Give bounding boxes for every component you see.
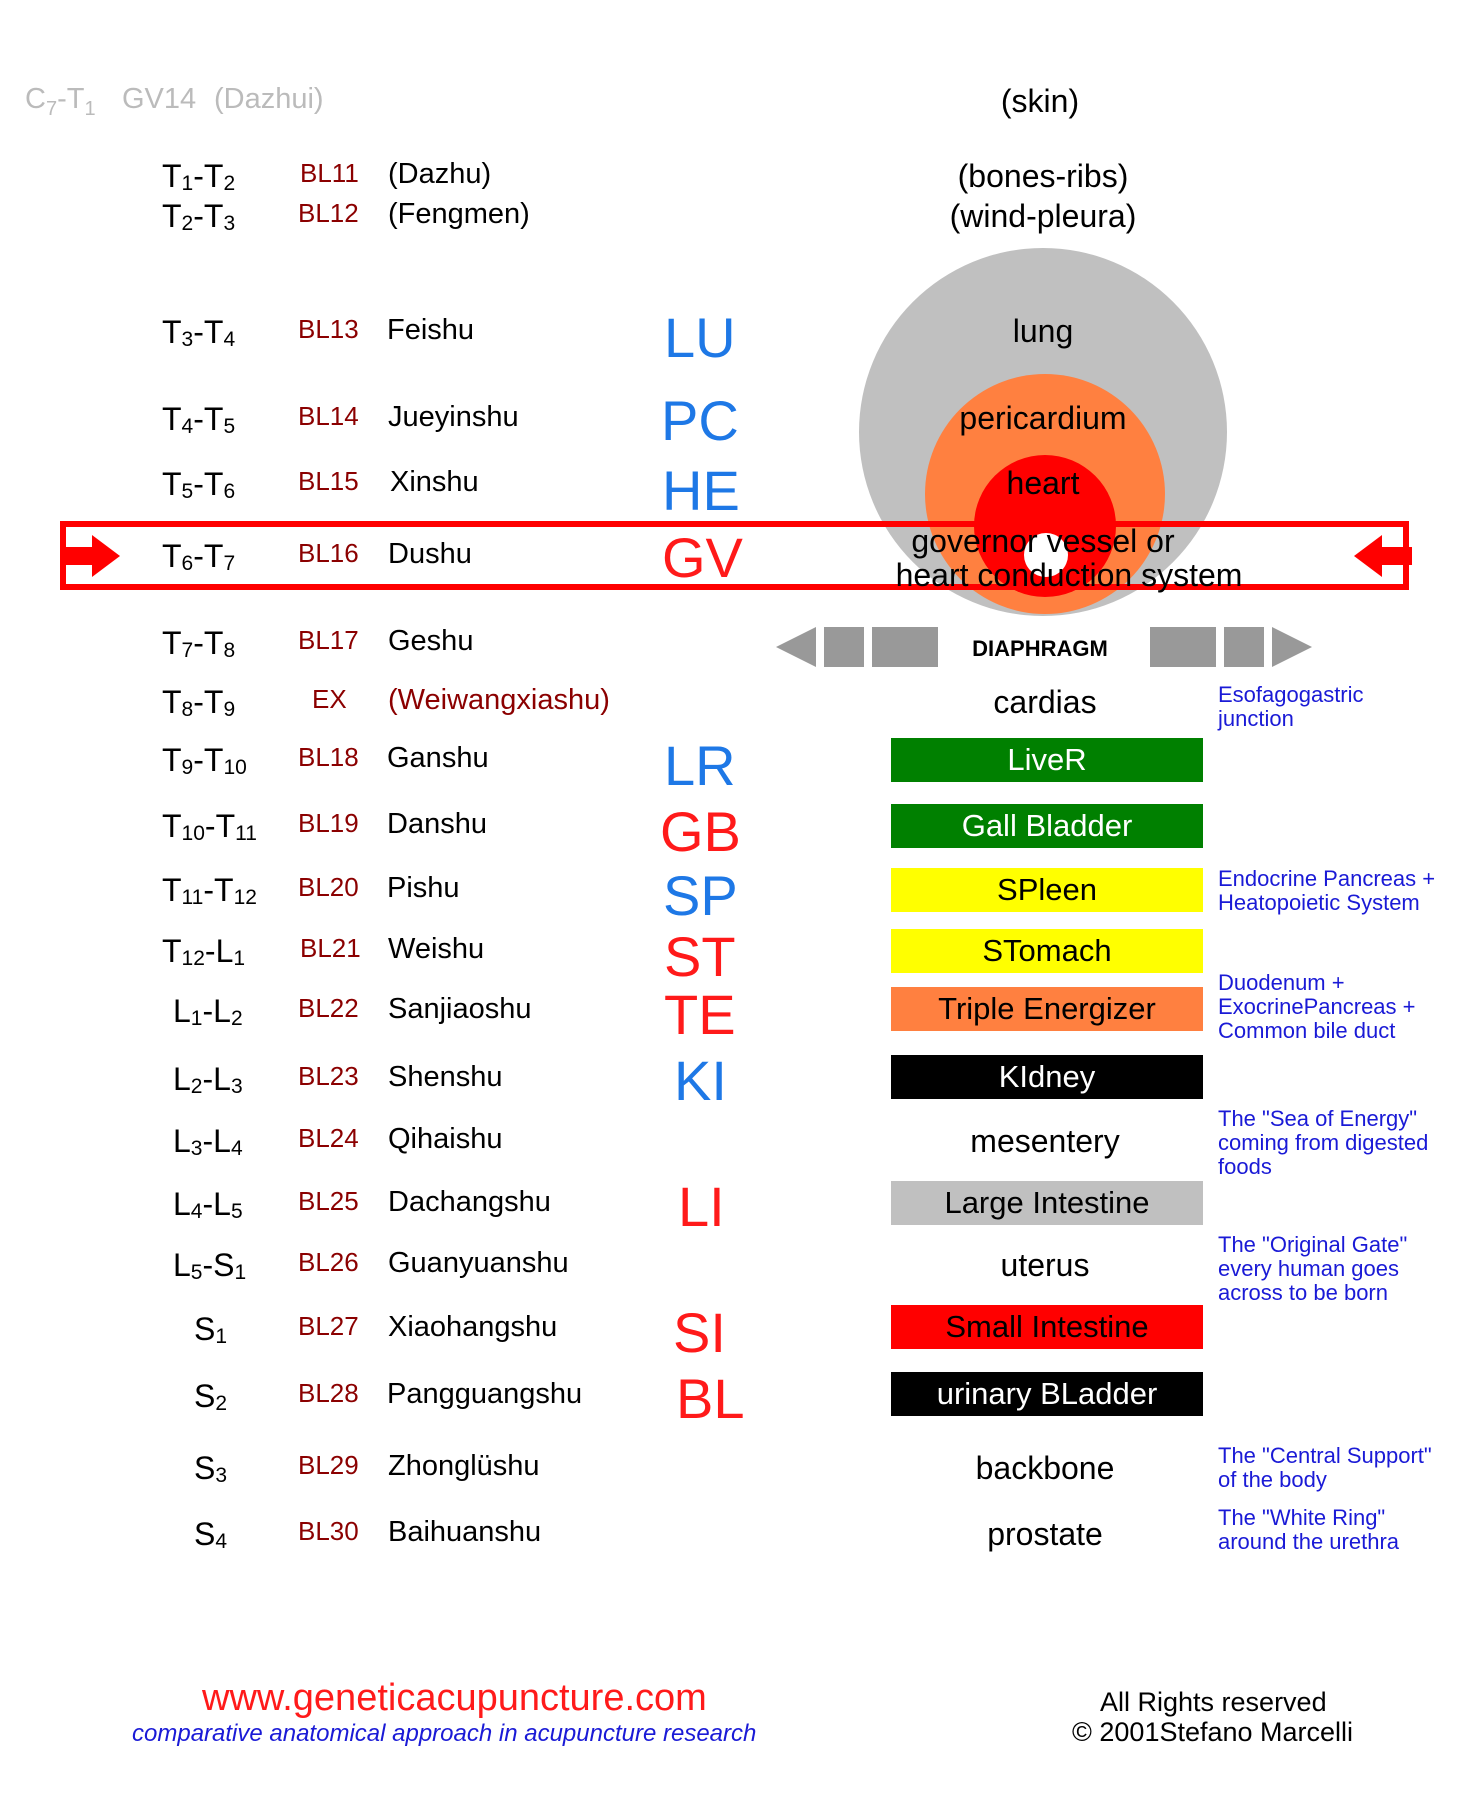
organ-prostate: prostate <box>987 1516 1103 1552</box>
point-code-bl14: BL14 <box>298 401 359 431</box>
point-name-sanjiaoshu: Sanjiaoshu <box>388 993 532 1025</box>
point-name-pishu: Pishu <box>387 872 460 904</box>
meridian-gv: GV <box>662 526 743 589</box>
footer-rights: All Rights reserved <box>1100 1687 1327 1717</box>
point-code-bl28: BL28 <box>298 1378 359 1408</box>
top-point-code: GV14 <box>122 83 197 115</box>
footer-copyright: © 2001Stefano Marcelli <box>1072 1717 1354 1747</box>
vertebra-t10-t11: $T_{10}-T_{11}$ <box>162 808 257 845</box>
vertebra-t2-t3: $T_2-T_3$ <box>162 198 236 235</box>
point-name-fengmen: (Fengmen) <box>388 198 530 230</box>
note-duodenum: Duodenum + ExocrinePancreas + Common bile duct <box>1218 970 1416 1043</box>
point-code-bl12: BL12 <box>298 198 359 228</box>
point-code-bl15: BL15 <box>298 466 359 496</box>
vertebra-l2-l3: $L_2-L_3$ <box>173 1061 243 1098</box>
arrow-left-icon <box>1352 533 1412 579</box>
vertebra-l4-l5: $L_4-L_5$ <box>173 1186 243 1223</box>
meridian-pc: PC <box>661 389 739 452</box>
organ-wind-pleura: (wind-pleura) <box>949 198 1137 234</box>
point-name-qihaishu: Qihaishu <box>388 1123 503 1155</box>
vertebra-t1-t2: $T_1-T_2$ <box>162 158 236 195</box>
vertebra-s4: $S_4$ <box>194 1516 228 1553</box>
vertebra-t4-t5: $T_4-T_5$ <box>162 401 236 438</box>
arrow-right-icon <box>62 533 122 579</box>
organ-bar-large-intestine: Large Intestine <box>891 1181 1203 1225</box>
point-code-bl23: BL23 <box>298 1061 359 1091</box>
point-name-pangguangshu: Pangguangshu <box>387 1378 583 1410</box>
top-point-name: (Dazhui) <box>214 83 324 115</box>
point-code-bl25: BL25 <box>298 1186 359 1216</box>
point-name-baihuanshu: Baihuanshu <box>388 1516 542 1548</box>
point-name-danshu: Danshu <box>387 808 487 840</box>
point-name-guanyuanshu: Guanyuanshu <box>388 1247 569 1279</box>
point-code-bl26: BL26 <box>298 1247 359 1277</box>
point-name-zhonglushu: Zhonglüshu <box>388 1450 540 1482</box>
vertebra-s2: $S_2$ <box>194 1378 228 1415</box>
organ-uterus: uterus <box>1000 1247 1090 1283</box>
organ-heart-conduction: heart conduction system <box>895 557 1243 593</box>
vertebra-s1: $S_1$ <box>194 1311 228 1348</box>
meridian-gb: GB <box>660 800 741 863</box>
note-esofagogastric: Esofagogastric junction <box>1218 682 1364 731</box>
point-code-bl30: BL30 <box>298 1516 359 1546</box>
vertebra-t9-t10: $T_9-T_{10}$ <box>162 742 247 779</box>
footer-tagline: comparative anatomical approach in acupuncture research <box>132 1720 757 1747</box>
footer-url-link[interactable]: www.geneticacupuncture.com <box>202 1677 707 1719</box>
top-vertebra-label: $C_7-T_1$ <box>25 83 96 120</box>
meridian-te: TE <box>664 983 736 1046</box>
meridian-sp: SP <box>663 864 738 927</box>
point-name-geshu: Geshu <box>388 625 474 657</box>
point-name-weishu: Weishu <box>388 933 485 965</box>
organ-bar-triple-energizer: Triple Energizer <box>891 987 1203 1031</box>
point-code-bl27: BL27 <box>298 1311 359 1341</box>
vertebra-l3-l4: $L_3-L_4$ <box>173 1123 243 1160</box>
organ-bar-liver: LiveR <box>891 738 1203 782</box>
vertebra-t5-t6: $T_5-T_6$ <box>162 466 236 503</box>
organ-bones-ribs: (bones-ribs) <box>957 158 1129 194</box>
vertebra-l1-l2: $L_1-L_2$ <box>173 993 243 1030</box>
diaphragm-right-arrow-icon <box>1150 627 1314 667</box>
diaphragm-left-arrow-icon <box>776 627 940 667</box>
point-code-bl29: BL29 <box>298 1450 359 1480</box>
meridian-lr: LR <box>664 734 736 797</box>
organ-bar-kidney: KIdney <box>891 1055 1203 1099</box>
point-code-bl17: BL17 <box>298 625 359 655</box>
point-code-ex: EX <box>312 684 347 714</box>
top-organ-label: (skin) <box>1000 83 1080 119</box>
point-name-jueyinshu: Jueyinshu <box>388 401 519 433</box>
organ-mesentery: mesentery <box>970 1123 1120 1159</box>
point-code-bl19: BL19 <box>298 808 359 838</box>
vertebra-t11-t12: $T_{11}-T_{12}$ <box>162 872 257 909</box>
note-sea-of-energy: The "Sea of Energy" coming from digested foods <box>1218 1106 1429 1179</box>
vertebra-l5-s1: $L_5-S_1$ <box>173 1247 247 1284</box>
point-code-bl22: BL22 <box>298 993 359 1023</box>
organ-governor-vessel: governor vessel or <box>911 523 1175 559</box>
point-code-bl20: BL20 <box>298 872 359 902</box>
note-endocrine-pancreas: Endocrine Pancreas + Heatopoietic System <box>1218 866 1436 915</box>
meridian-li: LI <box>678 1175 725 1238</box>
point-code-bl24: BL24 <box>298 1123 359 1153</box>
organ-cardias: cardias <box>993 684 1097 720</box>
point-name-dushu: Dushu <box>388 538 472 570</box>
meridian-lu: LU <box>664 306 736 369</box>
diaphragm-label: DIAPHRAGM <box>972 636 1108 661</box>
point-name-dachangshu: Dachangshu <box>388 1186 551 1218</box>
organ-bar-gall-bladder: Gall Bladder <box>891 804 1203 848</box>
organ-pericardium: pericardium <box>959 400 1127 436</box>
note-central-support: The "Central Support" of the body <box>1218 1443 1432 1492</box>
organ-bar-urinary-bladder: urinary BLadder <box>891 1372 1203 1416</box>
point-code-bl11: BL11 <box>300 158 359 188</box>
organ-bar-stomach: STomach <box>891 929 1203 973</box>
vertebra-t3-t4: $T_3-T_4$ <box>162 314 236 351</box>
meridian-st: ST <box>664 925 736 988</box>
meridian-si: SI <box>673 1301 726 1364</box>
point-name-weiwangxiashu: (Weiwangxiashu) <box>388 684 610 716</box>
organ-heart: heart <box>1006 465 1080 501</box>
meridian-bl: BL <box>676 1367 745 1430</box>
point-name-dazhu: (Dazhu) <box>388 158 492 190</box>
point-name-shenshu: Shenshu <box>388 1061 503 1093</box>
point-name-xiaohangshu: Xiaohangshu <box>388 1311 558 1343</box>
vertebra-t7-t8: $T_7-T_8$ <box>162 625 236 662</box>
point-code-bl18: BL18 <box>298 742 359 772</box>
vertebra-t8-t9: $T_8-T_9$ <box>162 684 236 721</box>
organ-bar-small-intestine: Small Intestine <box>891 1305 1203 1349</box>
organ-bar-spleen: SPleen <box>891 868 1203 912</box>
note-original-gate: The "Original Gate" every human goes across to be born <box>1218 1232 1408 1305</box>
vertebra-t6-t7: $T_6-T_7$ <box>162 538 236 575</box>
point-code-bl13: BL13 <box>298 314 359 344</box>
vertebra-t12-l1: $T_{12}-L_1$ <box>162 933 246 970</box>
point-name-feishu: Feishu <box>387 314 475 346</box>
point-name-xinshu: Xinshu <box>390 466 479 498</box>
point-code-bl21: BL21 <box>300 933 361 963</box>
meridian-he: HE <box>662 459 740 522</box>
organ-lung: lung <box>1012 313 1074 349</box>
meridian-ki: KI <box>674 1049 727 1112</box>
vertebra-s3: $S_3$ <box>194 1450 228 1487</box>
note-white-ring: The "White Ring" around the urethra <box>1218 1505 1400 1554</box>
point-name-ganshu: Ganshu <box>387 742 489 774</box>
organ-backbone: backbone <box>975 1450 1115 1486</box>
point-code-bl16: BL16 <box>298 538 359 568</box>
